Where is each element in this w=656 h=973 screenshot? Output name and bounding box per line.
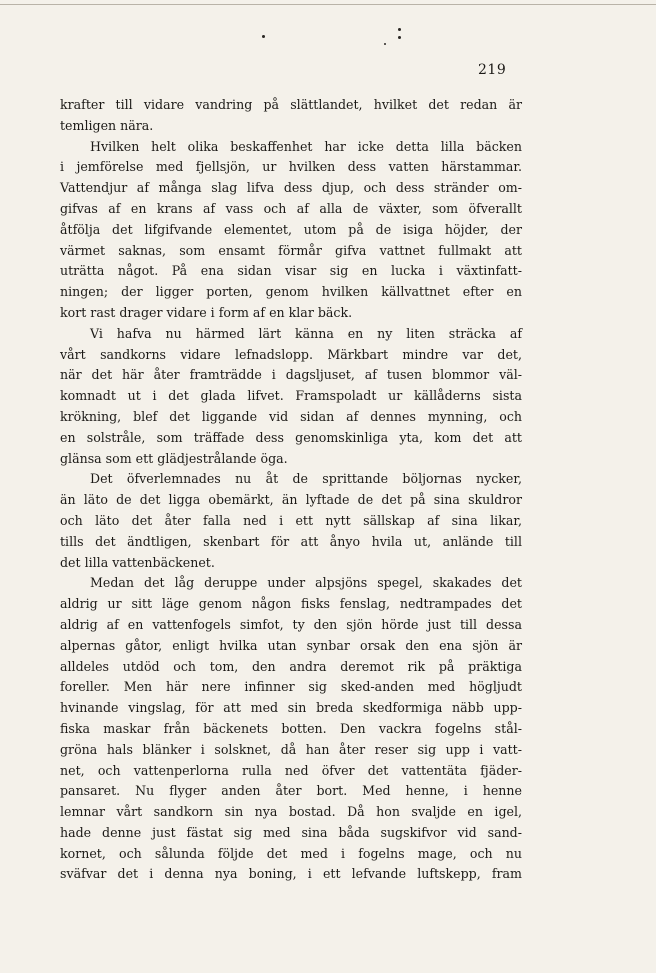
text-line: gröna hals blänker i solsknet, då han åter reser sig upp i vatt- — [60, 741, 522, 757]
text-line: i jemförelse med fjellsjön, ur hvilken dess vatten härstammar. — [60, 159, 522, 175]
text-line: foreller. Men här nere infinner sig sked-anden med högljudt — [60, 679, 522, 695]
text-line: kort rast drager vidare i form af en klar bäck. — [60, 304, 353, 320]
text-line: lemnar vårt sandkorn sin nya bostad. Då hon svaljde en igel, — [60, 804, 522, 820]
text-line: alpernas gåtor, enligt hvilka utan synbar orsak den ena sjön är — [60, 637, 522, 653]
text-line: aldrig ur sitt läge genom någon fisks fenslag, nedtrampades det — [60, 596, 522, 612]
text-line: krökning, blef det liggande vid sidan af dennes mynning, och — [60, 408, 522, 424]
page-number: 219 — [478, 62, 507, 78]
text-line: än läto de det ligga obemärkt, än lyftade de det på sina skuldror — [60, 492, 522, 508]
text-line: värmet saknas, som ensamt förmår gifva vattnet fullmakt att — [60, 242, 522, 258]
text-line: pansaret. Nu flyger anden åter bort. Med henne, i henne — [60, 783, 522, 799]
text-line: uträtta något. På ena sidan visar sig en lucka i växtinfatt- — [60, 263, 522, 279]
text-line: krafter till vidare vandring på slättlandet, hvilket det redan är — [60, 97, 522, 112]
page-body-text — [60, 95, 522, 885]
text-line: vårt sandkorns vidare lefnadslopp. Märkbart mindre var det, — [60, 346, 522, 362]
text-line: det lilla vattenbäckenet. — [60, 554, 215, 570]
text-line: Hvilken helt olika beskaffenhet har icke detta lilla bäcken — [90, 138, 522, 154]
text-line: sväfvar det i denna nya boning, i ett lefvande luftskepp, fram — [60, 866, 522, 882]
text-line: Vi hafva nu härmed lärt känna en ny liten sträcka af — [90, 325, 522, 341]
text-line: alldeles utdöd och tom, den andra deremot rik på präktiga — [60, 658, 522, 674]
text-line: när det här åter framträdde i dagsljuset, af tusen blommor väl- — [60, 367, 522, 383]
text-line: Medan det låg deruppe under alpsjöns spegel, skakades det — [90, 575, 522, 591]
ink-speck — [398, 28, 401, 31]
text-line: net, och vattenperlorna rulla ned öfver det vattentäta fjäder- — [60, 762, 522, 778]
text-line: hade denne just fästat sig med sina båda sugskifvor vid sand- — [60, 824, 522, 840]
text-line: gifvas af en krans af vass och af alla de växter, som öfverallt — [60, 200, 522, 216]
text-line: kornet, och sålunda följde det med i fogelns mage, och nu — [60, 845, 522, 861]
text-line: Det öfverlemnades nu åt de sprittande böljornas nycker, — [90, 471, 522, 487]
ink-speck — [262, 35, 265, 38]
text-line: fiska maskar från bäckenets botten. Den vackra fogelns stål- — [60, 720, 522, 736]
text-line: hvinande vingslag, för att med sin breda skedformiga näbb upp- — [60, 700, 522, 716]
text-line: glänsa som ett glädjestrålande öga. — [60, 450, 288, 466]
ink-speck — [398, 36, 401, 39]
text-line: aldrig af en vattenfogels simfot, ty den sjön hörde just till dessa — [60, 616, 522, 632]
page-top-rule — [0, 4, 656, 5]
text-line: och läto det åter falla ned i ett nytt sällskap af sina likar, — [60, 512, 522, 528]
text-line: ningen; der ligger porten, genom hvilken källvattnet efter en — [60, 284, 522, 300]
text-line: en solstråle, som träffade dess genomskinliga yta, kom det att — [60, 429, 522, 445]
text-line: temligen nära. — [60, 117, 154, 133]
text-line: komnadt ut i det glada lifvet. Framspoladt ur källåderns sista — [60, 388, 522, 404]
text-line: åtfölja det lifgifvande elementet, utom på de isiga höjder, der — [60, 221, 522, 237]
ink-speck — [384, 43, 386, 45]
text-line: Vattendjur af många slag lifva dess djup, och dess stränder om- — [60, 180, 522, 196]
text-line: tills det ändtligen, skenbart för att ånyo hvila ut, anlände till — [60, 533, 522, 549]
